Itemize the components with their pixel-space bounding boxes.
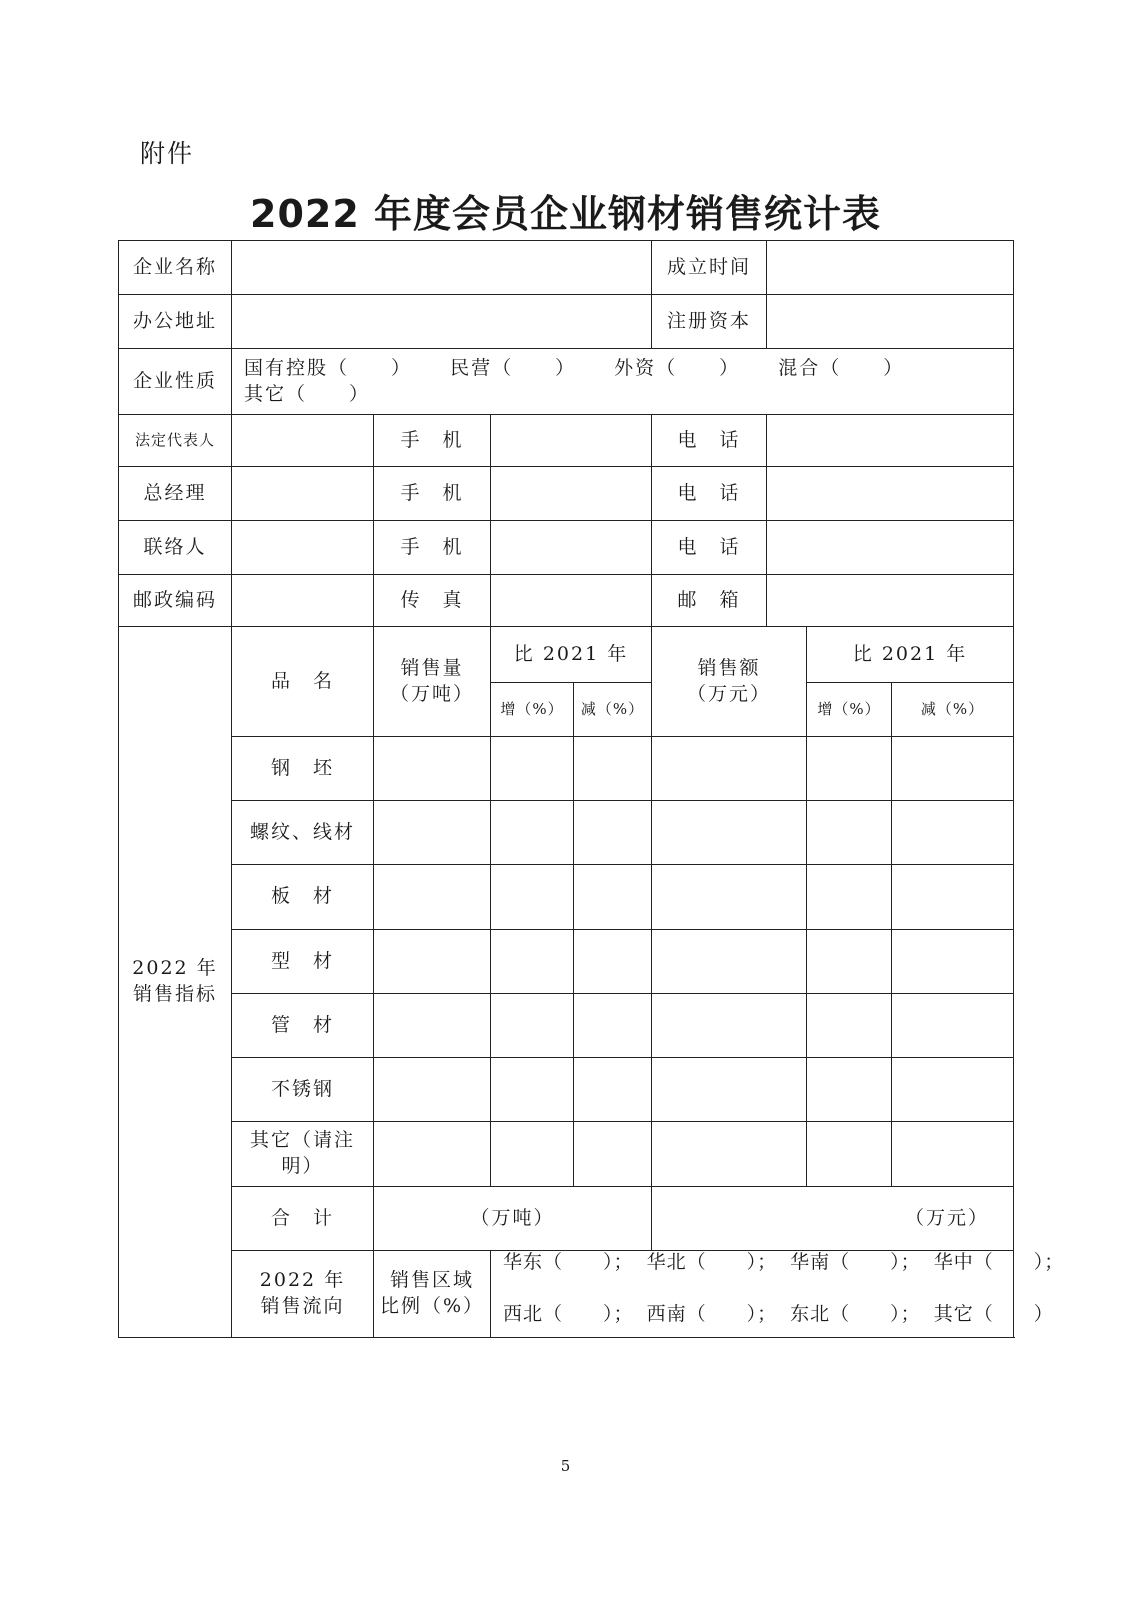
contact-mobile-field[interactable] <box>491 521 652 575</box>
sales-section-label <box>119 627 232 1338</box>
volume-increase-header: 增（%） <box>491 683 574 737</box>
volume-decrease-cell[interactable] <box>574 801 652 865</box>
volume-header-title: 销售量 <box>400 656 464 679</box>
page-number: 5 <box>560 1457 571 1475</box>
amount-increase-cell[interactable] <box>807 930 892 994</box>
contact-phone-field[interactable] <box>767 521 1014 575</box>
general-manager-phone-field[interactable] <box>767 467 1014 521</box>
amount-increase-cell[interactable] <box>807 737 892 801</box>
general-manager-phone-label: 电 话 <box>652 467 767 521</box>
volume-decrease-header: 减（%） <box>574 683 652 737</box>
amount-cell[interactable] <box>652 1122 807 1187</box>
nature-option-foreign[interactable]: 外资（ ） <box>614 356 741 379</box>
region-label-line2: 比例（%） <box>379 1295 485 1317</box>
amount-decrease-header: 减（%） <box>892 683 1014 737</box>
contact-label: 联络人 <box>119 521 232 575</box>
established-field[interactable] <box>767 241 1014 295</box>
product-name: 板 材 <box>232 865 374 930</box>
region-label-line1: 销售区域 <box>389 1269 474 1292</box>
postcode-label: 邮政编码 <box>119 575 232 627</box>
volume-decrease-cell[interactable] <box>574 1122 652 1187</box>
amount-decrease-cell[interactable] <box>892 1058 1014 1122</box>
contact-mobile-label: 手 机 <box>374 521 491 575</box>
legal-rep-mobile-field[interactable] <box>491 415 652 467</box>
nature-option-state[interactable]: 国有控股（ ） <box>244 356 413 379</box>
volume-cell[interactable] <box>374 930 491 994</box>
total-volume-cell[interactable] <box>374 1187 652 1251</box>
legal-rep-phone-field[interactable] <box>767 415 1014 467</box>
attachment-label: 附件 <box>140 139 195 168</box>
general-manager-mobile-field[interactable] <box>491 467 652 521</box>
legal-rep-label: 法定代表人 <box>119 415 232 467</box>
amount-increase-header: 增（%） <box>807 683 892 737</box>
general-manager-field[interactable] <box>232 467 374 521</box>
amount-increase-cell[interactable] <box>807 994 892 1058</box>
sales-section-title: 销售指标 <box>132 983 217 1005</box>
volume-increase-cell[interactable] <box>491 994 574 1058</box>
total-volume-unit: （万吨） <box>470 1206 555 1229</box>
region-ratio-cell[interactable] <box>491 1251 1065 1338</box>
nature-option-private[interactable]: 民营（ ） <box>450 356 577 379</box>
volume-header <box>374 627 491 737</box>
volume-increase-cell[interactable] <box>491 801 574 865</box>
general-manager-label: 总经理 <box>119 467 232 521</box>
product-name-other <box>232 1122 374 1187</box>
product-name: 管 材 <box>232 994 374 1058</box>
postcode-field[interactable] <box>232 575 374 627</box>
contact-field[interactable] <box>232 521 374 575</box>
total-label: 合 计 <box>232 1187 374 1251</box>
volume-decrease-cell[interactable] <box>574 994 652 1058</box>
capital-field[interactable] <box>767 295 1014 349</box>
nature-label: 企业性质 <box>119 349 232 415</box>
volume-cell[interactable] <box>374 994 491 1058</box>
region-other[interactable]: 其它（ ） <box>933 1303 1054 1325</box>
amount-increase-cell[interactable] <box>807 1122 892 1187</box>
general-manager-mobile-label: 手 机 <box>374 467 491 521</box>
fax-label: 传 真 <box>374 575 491 627</box>
amount-cell[interactable] <box>652 737 807 801</box>
sales-section-year: 2022 年 <box>132 957 218 980</box>
region-northwest[interactable]: 西北（ ）； <box>503 1303 634 1325</box>
region-northeast[interactable]: 东北（ ）； <box>790 1303 921 1325</box>
volume-decrease-cell[interactable] <box>574 737 652 801</box>
amount-header-title: 销售额 <box>697 656 761 679</box>
volume-compare-header: 比 2021 年 <box>491 627 652 683</box>
legal-rep-field[interactable] <box>232 415 374 467</box>
amount-decrease-cell[interactable] <box>892 1122 1014 1187</box>
region-southwest[interactable]: 西南（ ）； <box>646 1303 778 1325</box>
amount-cell[interactable] <box>652 865 807 930</box>
statistics-form <box>118 240 1065 1338</box>
email-label: 邮 箱 <box>652 575 767 627</box>
amount-decrease-cell[interactable] <box>892 994 1014 1058</box>
volume-cell[interactable] <box>374 1058 491 1122</box>
flow-section-title: 销售流向 <box>260 1295 345 1317</box>
volume-header-unit: （万吨） <box>389 682 474 705</box>
region-south[interactable]: 华南（ ）； <box>790 1251 921 1274</box>
company-name-field[interactable] <box>232 241 652 295</box>
amount-header-unit: （万元） <box>686 682 771 705</box>
amount-compare-header: 比 2021 年 <box>807 627 1014 683</box>
address-field[interactable] <box>232 295 652 349</box>
total-amount-cell[interactable] <box>652 1187 1014 1251</box>
volume-decrease-cell[interactable] <box>574 930 652 994</box>
amount-header <box>652 627 807 737</box>
volume-decrease-cell[interactable] <box>574 865 652 930</box>
nature-option-mixed[interactable]: 混合（ ） <box>778 356 905 379</box>
nature-options <box>232 349 1014 415</box>
volume-increase-cell[interactable] <box>491 930 574 994</box>
product-name: 型 材 <box>232 930 374 994</box>
amount-increase-cell[interactable] <box>807 1058 892 1122</box>
region-row-2 <box>503 1302 1054 1328</box>
email-field[interactable] <box>767 575 1014 627</box>
flow-section-label <box>232 1251 374 1338</box>
established-label: 成立时间 <box>652 241 767 295</box>
capital-label: 注册资本 <box>652 295 767 349</box>
nature-option-other[interactable]: 其它（ ） <box>244 382 371 405</box>
legal-rep-mobile-label: 手 机 <box>374 415 491 467</box>
amount-decrease-cell[interactable] <box>892 930 1014 994</box>
volume-cell[interactable] <box>374 801 491 865</box>
amount-decrease-cell[interactable] <box>892 865 1014 930</box>
volume-increase-cell[interactable] <box>491 737 574 801</box>
other-product-line2: 明） <box>281 1155 324 1177</box>
other-product-line1: 其它（请注 <box>249 1129 355 1152</box>
product-name: 不锈钢 <box>232 1058 374 1122</box>
region-label <box>374 1251 491 1338</box>
region-central[interactable]: 华中（ ）； <box>933 1251 1065 1274</box>
amount-cell[interactable] <box>652 1058 807 1122</box>
total-amount-unit: （万元） <box>905 1206 990 1229</box>
amount-increase-cell[interactable] <box>807 865 892 930</box>
amount-cell[interactable] <box>652 930 807 994</box>
volume-cell[interactable] <box>374 1122 491 1187</box>
company-name-label: 企业名称 <box>119 241 232 295</box>
amount-decrease-cell[interactable] <box>892 801 1014 865</box>
volume-increase-cell[interactable] <box>491 1058 574 1122</box>
amount-decrease-cell[interactable] <box>892 737 1014 801</box>
region-row-1 <box>503 1250 1065 1276</box>
region-east[interactable]: 华东（ ）； <box>503 1251 634 1274</box>
product-name: 钢 坯 <box>232 737 374 801</box>
page-title: 2022 年度会员企业钢材销售统计表 <box>250 192 881 236</box>
product-header: 品 名 <box>232 627 374 737</box>
fax-field[interactable] <box>491 575 652 627</box>
amount-cell[interactable] <box>652 801 807 865</box>
region-north[interactable]: 华北（ ）； <box>646 1251 778 1274</box>
flow-section-year: 2022 年 <box>259 1269 346 1292</box>
contact-phone-label: 电 话 <box>652 521 767 575</box>
product-name: 螺纹、线材 <box>232 801 374 865</box>
volume-cell[interactable] <box>374 865 491 930</box>
volume-decrease-cell[interactable] <box>574 1058 652 1122</box>
address-label: 办公地址 <box>119 295 232 349</box>
amount-increase-cell[interactable] <box>807 801 892 865</box>
legal-rep-phone-label: 电 话 <box>652 415 767 467</box>
volume-increase-cell[interactable] <box>491 1122 574 1187</box>
volume-increase-cell[interactable] <box>491 865 574 930</box>
amount-cell[interactable] <box>652 994 807 1058</box>
volume-cell[interactable] <box>374 737 491 801</box>
